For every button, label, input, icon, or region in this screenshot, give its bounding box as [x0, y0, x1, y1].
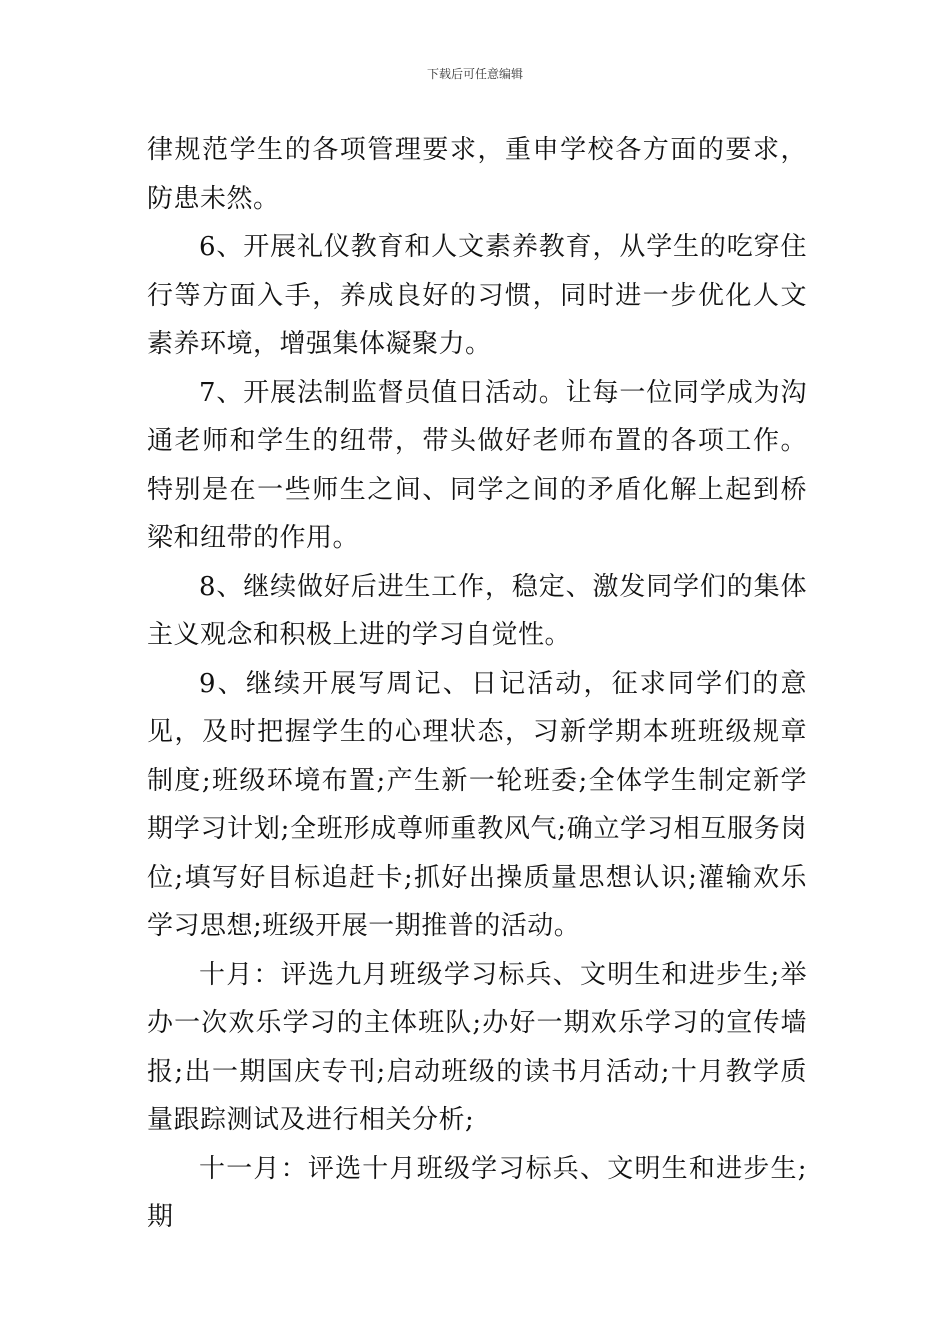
paragraph-item-9: 9、继续开展写周记、日记活动，征求同学们的意见，及时把握学生的心理状态，习新学期本班班级规章制度;班级环境布置;产生新一轮班委;全体学生制定新学期学习计划;全班形成尊师重教风气;确立学习相互服务岗位;填写好目标追赶卡;抓好出操质量思想认识;灌输欢乐学习思想;班级开展一期推普的活动。 [147, 668, 807, 941]
paragraph-continuation: 律规范学生的各项管理要求，重申学校各方面的要求，防患未然。 [147, 135, 807, 214]
paragraph-item-7: 7、开展法制监督员值日活动。让每一位同学成为沟通老师和学生的纽带，带头做好老师布置的各项工作。特别是在一些师生之间、同学之间的矛盾化解上起到桥梁和纽带的作用。 [147, 377, 807, 553]
document-body [147, 126, 807, 1242]
page-header: 下载后可任意编辑 [426, 67, 523, 81]
paragraph-item-6: 6、开展礼仪教育和人文素养教育，从学生的吃穿住行等方面入手，养成良好的习惯，同时进一步优化人文素养环境，增强集体凝聚力。 [147, 232, 807, 359]
paragraph-november: 十一月：评选十月班级学习标兵、文明生和进步生;期 [147, 1153, 807, 1232]
paragraph-item-8: 8、继续做好后进生工作，稳定、激发同学们的集体主义观念和积极上进的学习自觉性。 [147, 571, 807, 650]
paragraph-october: 十月：评选九月班级学习标兵、文明生和进步生;举办一次欢乐学习的主体班队;办好一期欢乐学习的宣传墙报;出一期国庆专刊;启动班级的读书月活动;十月教学质量跟踪测试及进行相关分析; [147, 959, 807, 1135]
